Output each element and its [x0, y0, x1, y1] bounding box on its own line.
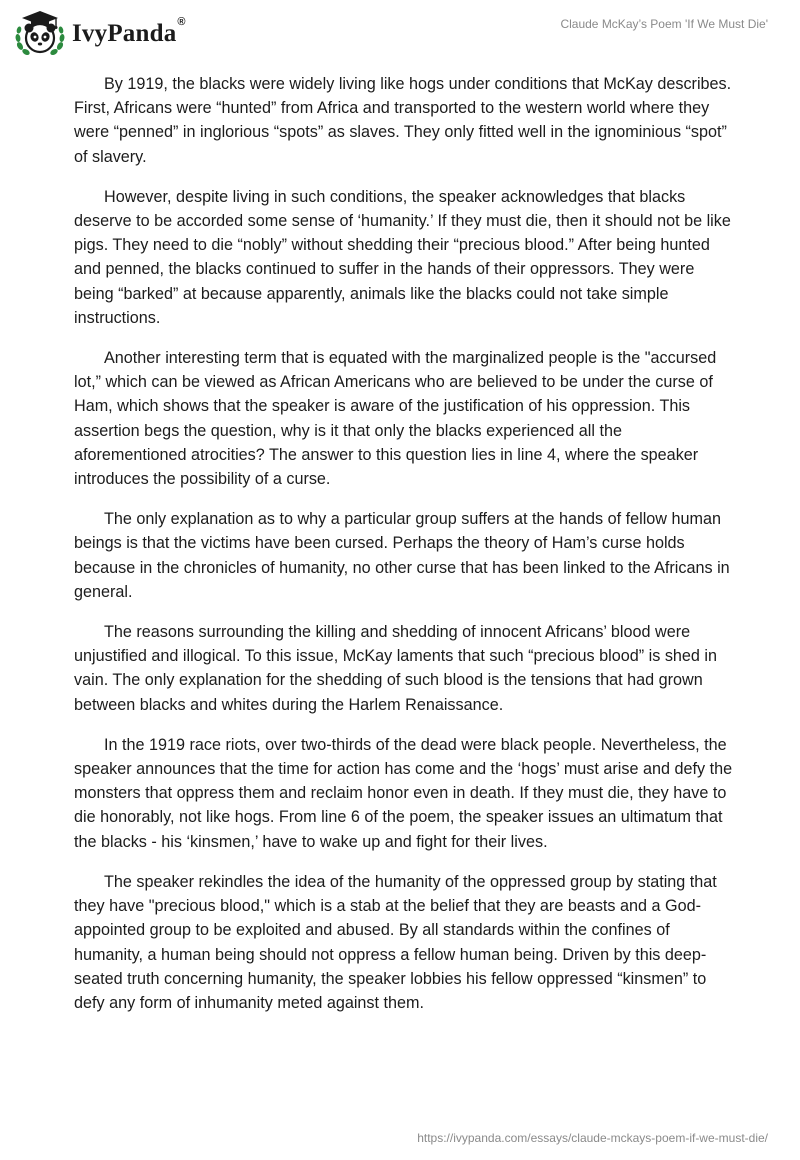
essay-paragraph: In the 1919 race riots, over two-thirds of the dead were black people. Nevertheless, the speaker announces that the time for action has come and the ‘hogs’ must arise and defy the monsters that oppress them and reclaim honor even in death. If they must die, they have to die honorably, not like hogs. From line 6 of the poem, the speaker issues an ultimatum that the blacks - his ‘kinsmen,’ have to wake up and fight for their lives.	[74, 735, 733, 851]
essay-paragraph: By 1919, the blacks were widely living like hogs under conditions that McKay describes. First, Africans were “hunted” from Africa and transported to the western world where they were “penned” in inglorious “spots” as slaves. They only fitted well in the ignominious “spot” of slavery.	[74, 75, 732, 166]
essay-paragraph: The speaker rekindles the idea of the humanity of the oppressed group by stating that they have "precious blood," which is a stab at the belief that they are beasts and a God-appointed group to be exploited and abused. By all standards within the confines of humanity, a human being should not oppress a fellow human being. Driven by this deep-seated truth concerning humanity, the speaker lobbies his fellow oppressed “kinsmen” to defy any form of inhumanity meted against them.	[74, 872, 717, 1012]
logo-wordmark	[72, 16, 186, 48]
essay-body	[74, 72, 734, 1031]
essay-paragraph: However, despite living in such conditions, the speaker acknowledges that blacks deserve to be accorded some sense of ‘humanity.’ If they must die, then it should not be like pigs. They need to die “nobly” without shedding their “precious blood.” After being hunted and penned, the blacks continued to suffer in the hands of their oppressors. They were being “barked” at because apparently, animals like the blacks could not take simple instructions.	[74, 187, 731, 327]
panda-graduate-icon	[14, 8, 66, 58]
page-header	[0, 0, 800, 70]
document-title: Claude McKay’s Poem 'If We Must Die'	[560, 17, 768, 31]
logo-wordmark-text: IvyPanda	[72, 20, 177, 47]
essay-paragraph: The reasons surrounding the killing and shedding of innocent Africans’ blood were unjustified and illogical. To this issue, McKay laments that such “precious blood” is shed in vain. The only explanation for the shedding of such blood is the tensions that had grown between blacks and whites during the Harlem Renaissance.	[74, 623, 718, 714]
registered-mark: ®	[177, 16, 186, 28]
ivypanda-logo[interactable]	[14, 8, 186, 58]
essay-paragraph: Another interesting term that is equated with the marginalized people is the "accursed lot,” which can be viewed as African Americans who are believed to be under the curse of Ham, which shows that the speaker is aware of the justification of his oppression. This assertion begs the question, why is it that only the blacks experienced all the aforementioned atrocities? The answer to this question lies in line 4, where the speaker introduces the possibility of a curse.	[74, 349, 717, 489]
source-url-link[interactable]: https://ivypanda.com/essays/claude-mckays-poem-if-we-must-die/	[417, 1131, 768, 1145]
essay-paragraph: The only explanation as to why a particular group suffers at the hands of fellow human beings is that the victims have been cursed. Perhaps the theory of Ham’s curse holds because in the chronicles of humanity, no other curse that has been linked to the Africans in general.	[74, 510, 730, 601]
